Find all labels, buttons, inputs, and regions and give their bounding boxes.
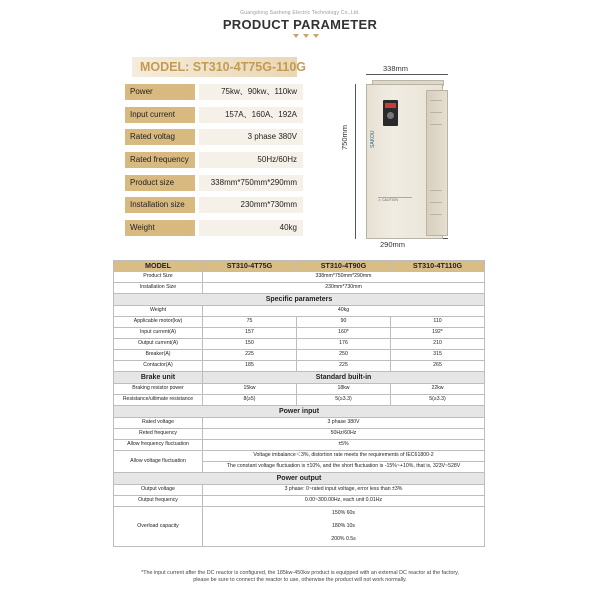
vent-slot [430,202,442,203]
keypad [383,100,398,126]
row-value: Voltage imbalance＜3%, distortion rate meets the requirements of IEC61800-2 [203,451,485,462]
table-row [114,339,485,350]
spec-label: Weight [125,220,195,236]
spec-row-product-size [125,175,303,191]
cell: 15kw [203,384,297,395]
cell: 160* [297,328,391,339]
table-row [114,306,485,317]
vent-slot [430,214,442,215]
page-title: PRODUCT PARAMETER [222,17,378,32]
row-value: ±5% [203,440,485,451]
row-value: 0.00~300.00Hz, each unit 0.01Hz [203,496,485,507]
table-row [114,384,485,395]
row-label: Applicable motor(kw) [114,317,203,328]
table-row [114,440,485,451]
row-value: The constant voltage fluctuation is ±10%, and the short fluctuation is -15%~+10%, that is, 323V~528V [203,462,485,473]
table-row [114,317,485,328]
dimension-line [366,74,448,75]
table-row [114,451,485,462]
spec-label: Rated frequency [125,152,195,168]
cell: 176 [297,339,391,350]
spec-table [113,260,485,547]
table-header-row [114,261,485,272]
table-row [114,350,485,361]
row-value: 40kg [203,306,485,317]
spec-value: 338mm*750mm*290mm [199,175,303,191]
dimension-depth: 290mm [380,240,406,249]
cell: 22kw [391,384,485,395]
spec-label: Rated voltag [125,129,195,145]
table-row [114,361,485,372]
spec-label: Product size [125,175,195,191]
row-label: Braking resistor power [114,384,203,395]
dimension-height: 750mm [340,124,349,150]
cell: 157 [203,328,297,339]
cell: 18kw [297,384,391,395]
row-label: Contactor(A) [114,361,203,372]
spec-row-rated-frequency [125,152,303,168]
cell: 90 [297,317,391,328]
spec-label: Installation size [125,197,195,213]
row-value: 50Hz/60Hz [203,429,485,440]
cell: 265 [391,361,485,372]
row-value: 150% 60s [203,507,485,521]
table-header-cell: MODEL [114,261,203,272]
spec-value: 3 phase 380V [199,129,303,145]
cell: 110 [391,317,485,328]
cell: 150 [203,339,297,350]
row-value: 3 phase 380V [203,418,485,429]
row-label: Input current(A) [114,328,203,339]
row-label: Output frequency [114,496,203,507]
spec-row-installation-size [125,197,303,213]
spec-row-weight [125,220,303,236]
brand-label: SAKOU [370,130,376,148]
section-title: Brake unit [114,372,203,384]
table-row [114,328,485,339]
cell: 75 [203,317,297,328]
row-label: Product Size [114,272,203,283]
title-decoration-icon [293,34,319,38]
cell: 225 [203,350,297,361]
row-label: Reted frequency [114,429,203,440]
table-row [114,395,485,406]
row-label: Overload capacity [114,507,203,547]
row-label: Output current(A) [114,339,203,350]
vent-slot [430,112,442,113]
cell: 185 [203,361,297,372]
spec-row-input-current [125,107,303,123]
cell: 225 [297,361,391,372]
table-row [114,272,485,283]
section-value: Standard built-in [203,372,485,384]
row-label: Installation Size [114,283,203,294]
row-label: Allow voltage fluctuation [114,451,203,473]
spec-value: 75kw、90kw、110kw [199,84,303,100]
row-value: 3 phase: 0~rated input voltage, error less than ±3% [203,485,485,496]
model-title: MODEL: ST310-4T75G-110G [140,60,307,74]
keypad-display [385,103,396,108]
table-row [114,429,485,440]
spec-value: 157A、160A、192A [199,107,303,123]
row-label: Allow frequency fluctuation [114,440,203,451]
cell: 5(≥3.3) [391,395,485,406]
caution-label: ⚠ CAUTION [378,197,412,216]
section-row [114,473,485,485]
section-row [114,406,485,418]
cell: 315 [391,350,485,361]
row-value: 230mm*730mm [203,283,485,294]
vent-slot [430,190,442,191]
keypad-knob-icon [387,112,394,119]
spec-label: Power [125,84,195,100]
row-value: 200% 0.5s [203,533,485,547]
row-label: Breaker(A) [114,350,203,361]
section-title: Specific parameters [114,294,485,306]
vent-slot [430,100,442,101]
company-name: Guangdong Sasheng Electric Technology Co.,Ltd. [240,10,360,16]
row-label: Weight [114,306,203,317]
row-label: Output voltage [114,485,203,496]
table-header-cell: ST310-4T110G [391,261,485,272]
row-value: 338mm*750mm*290mm [203,272,485,283]
section-row [114,294,485,306]
spec-row-rated-voltage [125,129,303,145]
cell: 250 [297,350,391,361]
table-row [114,496,485,507]
cell: 192* [391,328,485,339]
section-title: Power output [114,473,485,485]
row-value: 180% 10s [203,520,485,533]
vent-slot [430,124,442,125]
spec-label: Input current [125,107,195,123]
section-title: Power input [114,406,485,418]
spec-row-power [125,84,303,100]
dimension-line [355,84,356,239]
table-row [114,507,485,521]
table-row [114,283,485,294]
spec-value: 230mm*730mm [199,197,303,213]
table-header-cell: ST310-4T90G [297,261,391,272]
section-row [114,372,485,384]
table-row [114,485,485,496]
dimension-width: 338mm [383,64,409,73]
spec-value: 50Hz/60Hz [199,152,303,168]
cell: 8(≥5) [203,395,297,406]
row-label: Resistance/ultimate resistance [114,395,203,406]
row-label: Rated voltage [114,418,203,429]
table-header-cell: ST310-4T75G [203,261,297,272]
cell: 5(≥3.3) [297,395,391,406]
table-row [114,418,485,429]
spec-value: 40kg [199,220,303,236]
cell: 210 [391,339,485,350]
footnote: *The input current after the DC reactor is configured, the 185kw-450kw product is equipped with an external DC reactor at the factory, please be sure to connect the reactor to use, otherwise the product will not work normally. [141,570,459,583]
